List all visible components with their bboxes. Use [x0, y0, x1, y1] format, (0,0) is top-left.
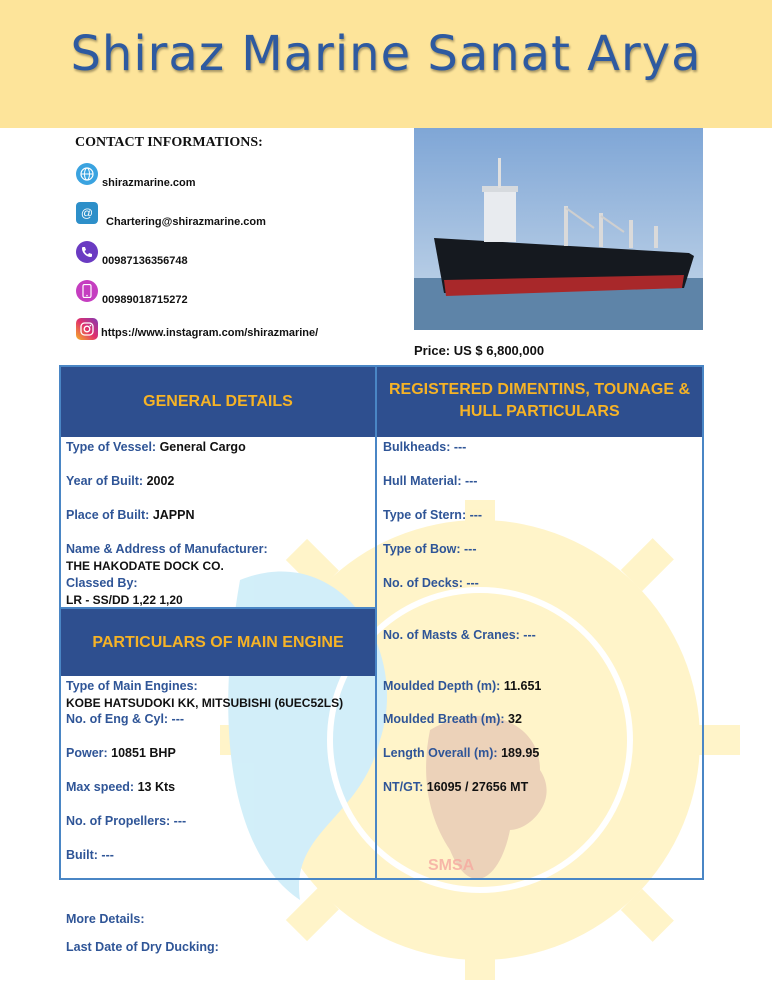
- engine-type-value: KOBE HATSUDOKI KK, MITSUBISHI (6UEC52LS): [66, 696, 344, 710]
- masts-cranes-field: No. of Masts & Cranes: ---: [383, 628, 536, 642]
- year-built-field: Year of Built: 2002: [66, 474, 175, 488]
- contact-heading: CONTACT INFORMATIONS:: [75, 135, 263, 150]
- registered-title-line2: HULL PARTICULARS: [459, 403, 620, 420]
- propellers-field: No. of Propellers: ---: [66, 814, 187, 828]
- vessel-type-field: Type of Vessel: General Cargo: [66, 440, 246, 454]
- decks-field: No. of Decks: ---: [383, 576, 479, 590]
- mobile-icon: [76, 280, 98, 302]
- manufacturer-label: Name & Address of Manufacturer:: [66, 542, 268, 556]
- dry-dock-date-label: Last Date of Dry Ducking:: [66, 940, 219, 954]
- phone-icon: [76, 241, 98, 263]
- moulded-depth-field: Moulded Depth (m): 11.651: [383, 679, 542, 693]
- registered-title-line1: REGISTERED DIMENTINS, TOUNAGE &: [388, 381, 691, 398]
- mobile-number[interactable]: 00989018715272: [102, 294, 188, 306]
- power-field: Power: 10851 BHP: [66, 746, 176, 760]
- price-label: Price: US $ 6,800,000: [414, 343, 545, 358]
- instagram-link[interactable]: https://www.instagram.com/shirazmarine/: [101, 327, 319, 339]
- email-link[interactable]: Chartering@shirazmarine.com: [106, 216, 266, 228]
- phone-number[interactable]: 00987136356748: [102, 255, 188, 267]
- ship-photo: [414, 128, 703, 330]
- eng-cyl-field: No. of Eng & Cyl: ---: [66, 712, 185, 726]
- max-speed-field: Max speed: 13 Kts: [66, 780, 176, 794]
- manufacturer-value: THE HAKODATE DOCK CO.: [66, 559, 224, 573]
- bulkheads-field: Bulkheads: ---: [383, 440, 467, 454]
- length-overall-field: Length Overall (m): 189.95: [383, 746, 540, 760]
- company-title: Shiraz Marine Sanat Arya: [70, 26, 702, 82]
- instagram-icon: [76, 318, 98, 340]
- hull-material-field: Hull Material: ---: [383, 474, 478, 488]
- engine-type-label: Type of Main Engines:: [66, 679, 198, 693]
- nt-gt-field: NT/GT: 16095 / 27656 MT: [383, 780, 529, 794]
- general-details-title: GENERAL DETAILS: [143, 393, 293, 410]
- engine-title: PARTICULARS OF MAIN ENGINE: [92, 634, 344, 651]
- website-link[interactable]: shirazmarine.com: [102, 177, 196, 189]
- more-details-label: More Details:: [66, 912, 145, 926]
- registered-header: [377, 367, 702, 437]
- classed-by-label: Classed By:: [66, 576, 138, 590]
- table-divider: [375, 365, 377, 880]
- built-field: Built: ---: [66, 848, 114, 862]
- bow-type-field: Type of Bow: ---: [383, 542, 477, 556]
- stern-type-field: Type of Stern: ---: [383, 508, 483, 522]
- place-built-field: Place of Built: JAPPN: [66, 508, 195, 522]
- classed-by-value: LR - SS/DD 1,22 1,20: [66, 593, 183, 607]
- moulded-breath-field: Moulded Breath (m): 32: [383, 712, 522, 726]
- globe-icon: [76, 163, 98, 185]
- watermark-text: SMSA: [428, 857, 475, 874]
- email-icon: @: [76, 202, 98, 224]
